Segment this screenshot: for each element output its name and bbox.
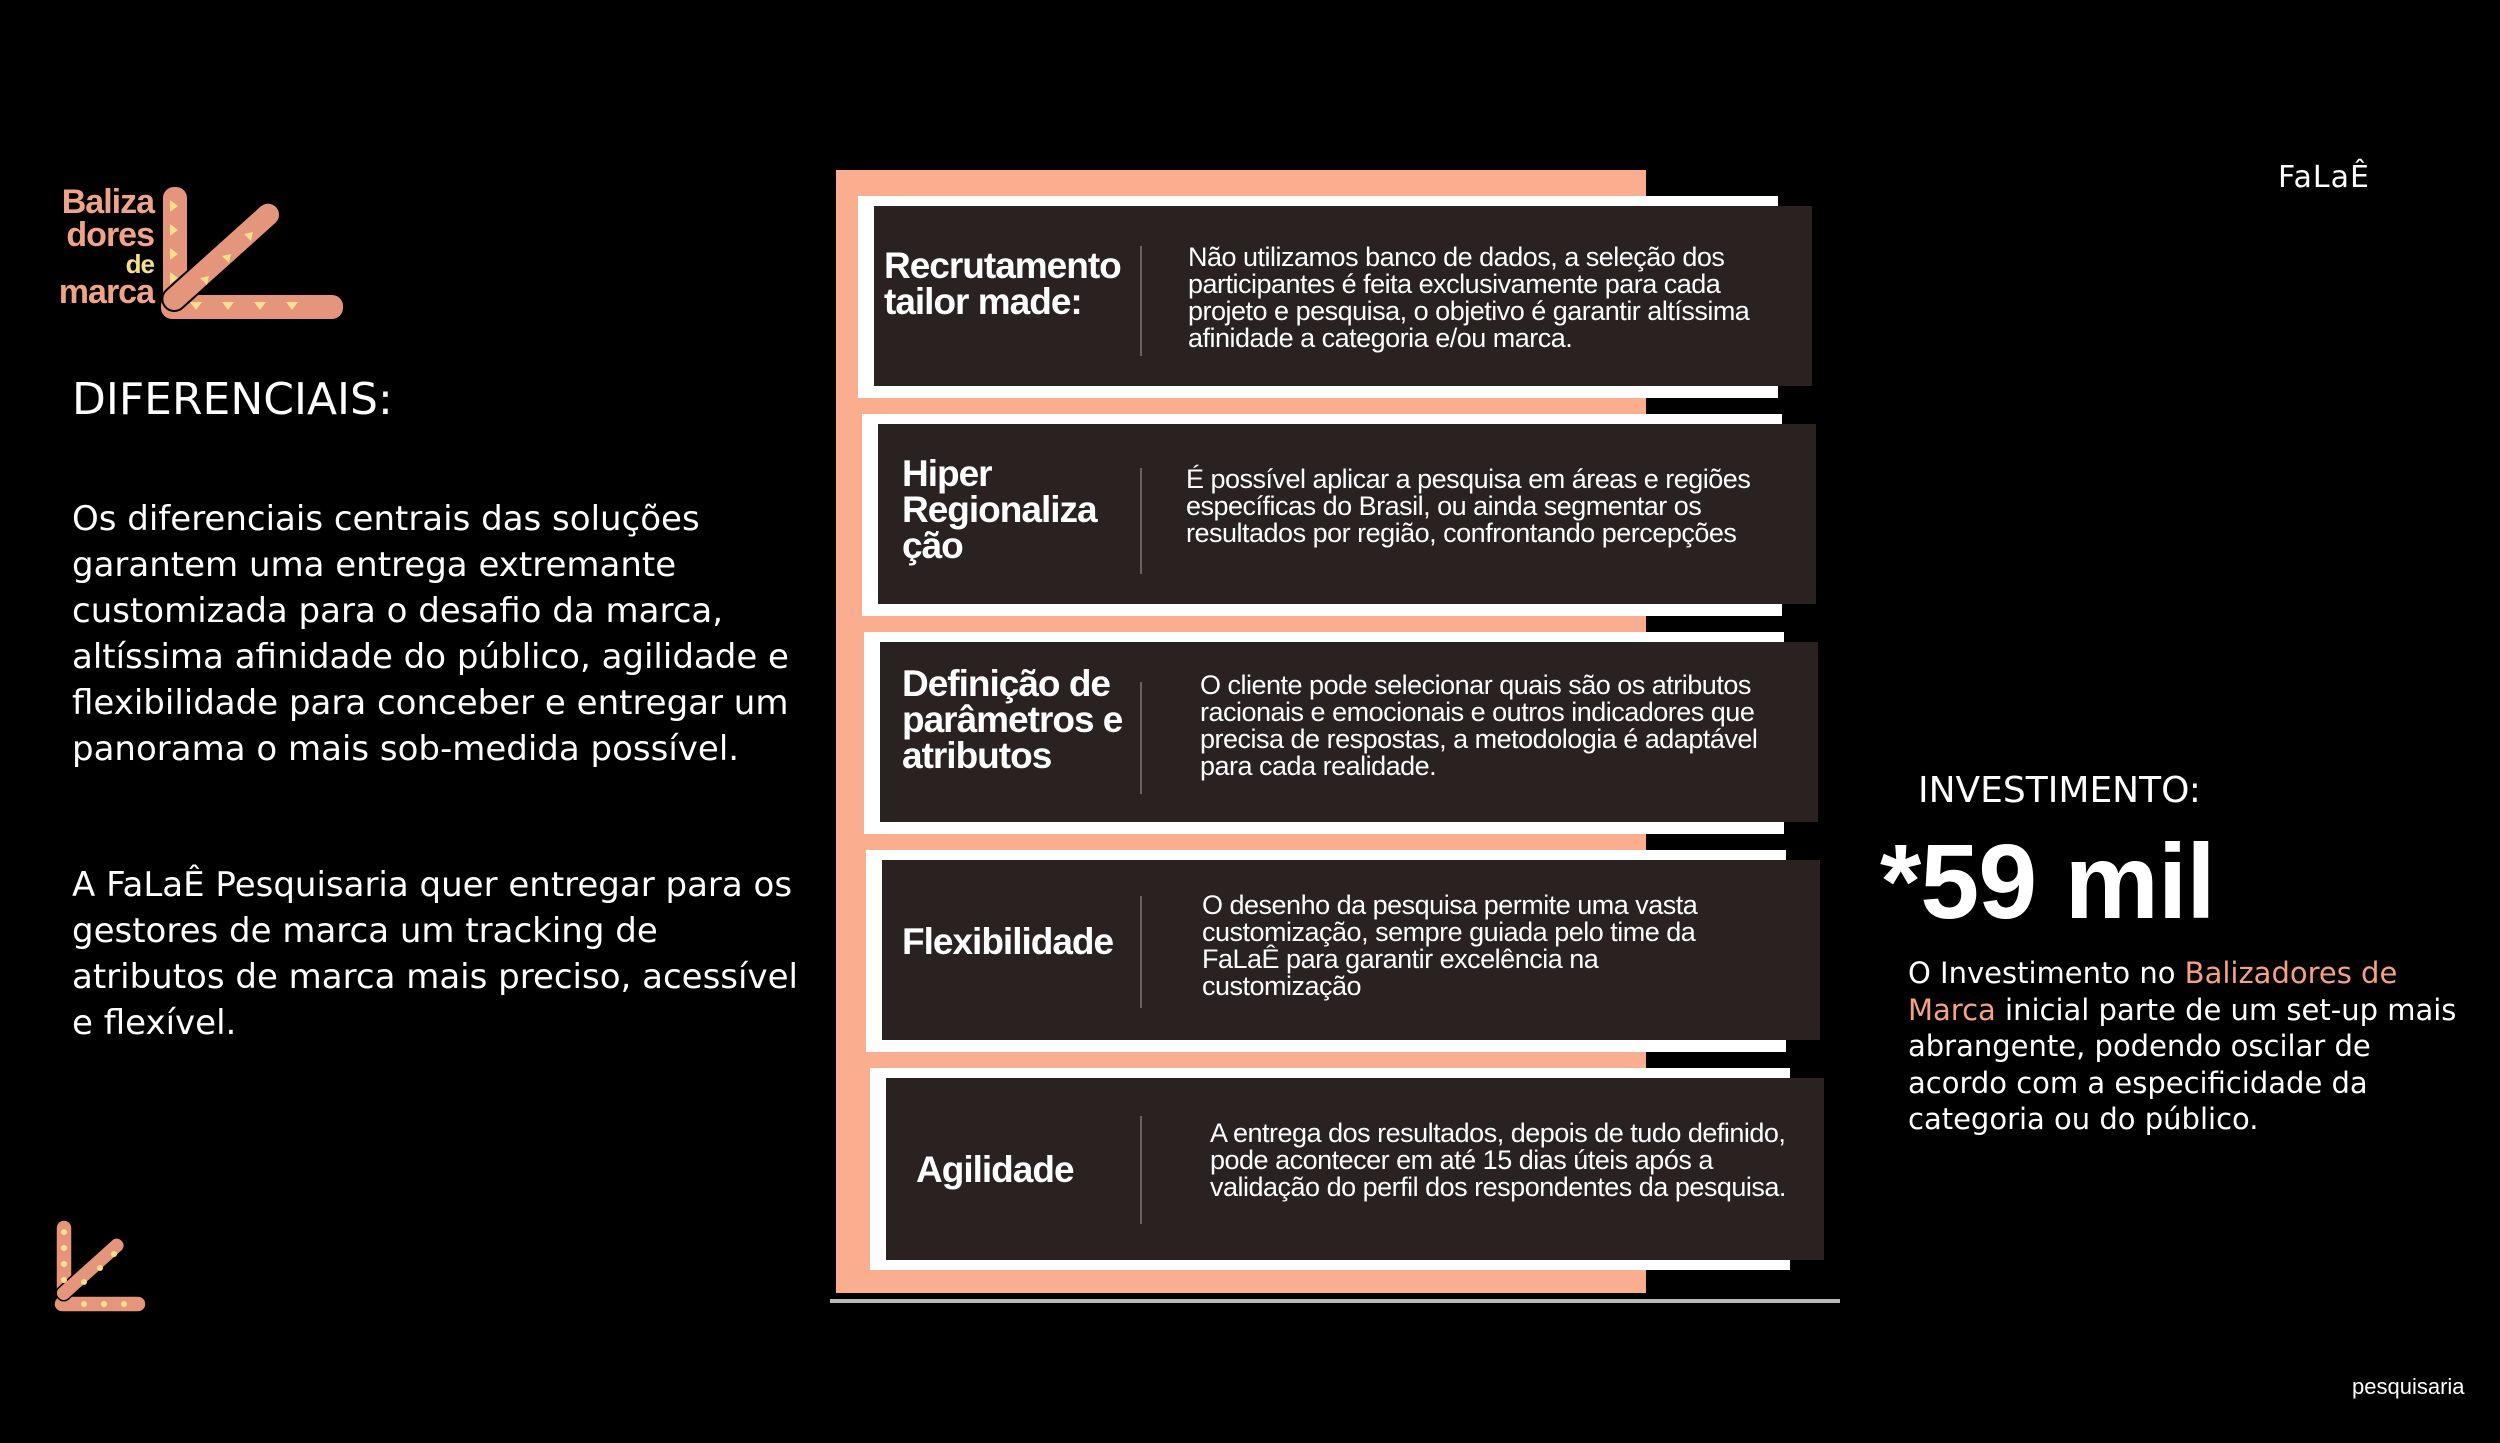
logo-line-4: marca (58, 273, 154, 311)
investment-highlight: Balizadores de Marca (1908, 956, 2398, 1027)
logo-line-1: Baliza (61, 183, 154, 221)
card-description: O cliente pode selecionar quais são os atributos racionais e emocionais e outros indicadores que precisa de respostas, a metodologia é adaptável para cada realidade. (1200, 670, 1758, 781)
balizadores-logo (44, 183, 304, 326)
paragraph-differentials: Os diferenciais centrais das soluções garantem uma entrega extremante customizada para o desafio da marca, altíssima afinidade do público, agilidade e flexibilidade para conceber e entregar um panorama o mais sob-medida possível. (72, 499, 789, 769)
card-flexibilidade (882, 860, 1820, 1040)
brand-name-top: FaLaÊ (2278, 160, 2370, 195)
card-divider (1140, 682, 1142, 794)
card-divider (1140, 1116, 1142, 1224)
card-agilidade (886, 1078, 1824, 1260)
stack-baseline (830, 1299, 1840, 1303)
card-description: É possível aplicar a pesquisa em áreas e regiões específicas do Brasil, ou ainda segmentar os resultados por região, confrontando percepções (1186, 464, 1751, 548)
card-description: Não utilizamos banco de dados, a seleção dos participantes é feita exclusivamente para cada projeto e pesquisa, o objetivo é garantir altíssima afinidade a categoria e/ou marca. (1188, 242, 1750, 353)
paragraph-falae: A FaLaÊ Pesquisaria quer entregar para os gestores de marca um tracking de atributos de marca mais preciso, acessível e flexível. (72, 865, 798, 1043)
card-divider (1140, 246, 1142, 356)
brand-name-bottom: pesquisaria (2352, 1374, 2465, 1399)
card-title: Agilidade (916, 1149, 1074, 1190)
card-title: Hiper Regionaliza ção (902, 453, 1097, 566)
investment-value: *59 mil (1880, 823, 2215, 941)
logo-line-2: dores (66, 216, 154, 254)
investment-label: INVESTIMENTO: (1918, 770, 2201, 811)
investment-text-after: inicial parte de um set-up mais abrangente, podendo oscilar de acordo com a especificidade da categoria ou do público. (1908, 992, 2457, 1136)
card-divider (1140, 896, 1142, 1008)
logo-arrow-icon (160, 186, 346, 326)
card-description: A entrega dos resultados, depois de tudo definido, pode acontecer em até 15 dias úteis após a validação do perfil dos respondentes da pesquisa. (1210, 1118, 1786, 1202)
card-title: Flexibilidade (902, 921, 1114, 962)
investment-description (1908, 955, 2468, 1138)
section-heading: DIFERENCIAIS: (72, 374, 393, 425)
investment-text-before: O Investimento no (1908, 956, 2185, 990)
card-title: Definição de parâmetros e atributos (902, 663, 1123, 776)
card-title: Recrutamento tailor made: (884, 245, 1121, 322)
logo-line-3: de (125, 249, 154, 279)
card-regionalizacao (878, 424, 1816, 604)
card-description: O desenho da pesquisa permite uma vasta customização, sempre guiada pelo time da FaLaÊ para garantir excelência na customização (1202, 890, 1698, 1001)
small-logo-icon (54, 1220, 149, 1315)
card-recrutamento (874, 206, 1812, 386)
card-divider (1140, 468, 1142, 574)
card-parametros (880, 642, 1818, 822)
